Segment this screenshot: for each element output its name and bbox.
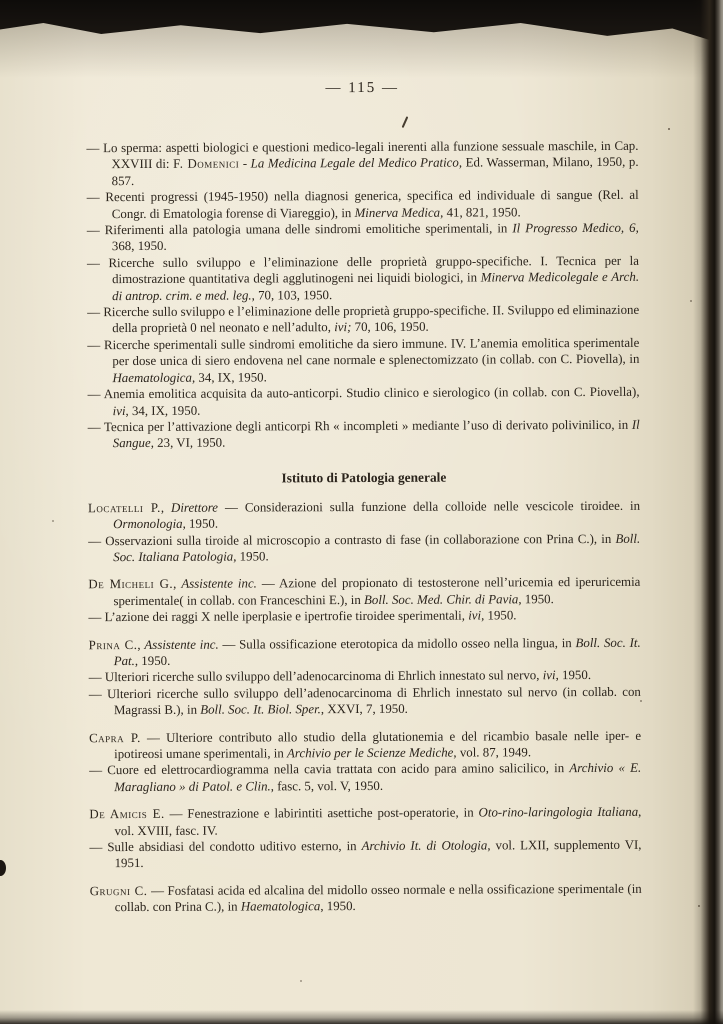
entry-text: , XXVI, 7, 1950. — [320, 701, 408, 717]
bib-entry-absidiasi — [89, 837, 641, 872]
entry-text: — Cuore ed elettrocardiogramma nella cavia trattata con acido para amino salicilico, in — [89, 761, 570, 778]
bib-entry-anticorpi-rh — [88, 417, 640, 452]
bib-entry-osservazioni-tiroide — [88, 530, 640, 565]
entry-text: 70, 106, 1950. — [351, 320, 429, 335]
entry-text: 368, 1950. — [111, 239, 167, 254]
entry-text: Il Progresso Medico, 6, — [512, 220, 639, 236]
bib-entry-raggi-x — [88, 607, 640, 626]
entry-text: Archivio per le Scienze Mediche — [287, 745, 454, 761]
entry-text: , — [160, 500, 172, 515]
author-entry-capra — [89, 727, 641, 762]
entry-text: Capra P. — [89, 730, 141, 745]
bib-entry-sindromi-emolitiche — [87, 335, 639, 387]
entry-text: , — [137, 637, 145, 652]
entry-text: La Medicina Legale del Medico Pratico — [250, 155, 459, 171]
entry-text: — Ulteriore contributo allo studio della glutationemia e del ricambio basale nelle iper- e ipotireosi umane sperimentali, in — [114, 728, 642, 762]
author-entry-de-amicis — [89, 804, 641, 839]
entry-text: , 1950. — [481, 608, 517, 623]
bib-entry-elettrocardiogramma — [89, 760, 641, 795]
entry-text: — Lo sperma: aspetti biologici e questioni medico-legali inerenti alla funzione sessuale maschile, in Cap. XXVIII di: — [86, 138, 639, 172]
entry-text: Minerva Medicolegale e Arch. di antrop. crim. e med. leg. — [112, 270, 640, 303]
entry-text: , 1950. — [320, 899, 356, 914]
bib-entry-adenocarcinoma-2 — [89, 684, 641, 719]
entry-text: — Fenestrazione e labirintiti asettiche post-operatorie, in — [164, 805, 479, 822]
bib-entry-anemia-emolitica — [88, 384, 640, 419]
entry-text: De Micheli G. — [88, 577, 174, 592]
bib-entry-recenti-progressi — [87, 187, 639, 222]
page-body — [86, 138, 641, 916]
entry-text: , — [173, 577, 182, 592]
entry-text: ivi — [468, 608, 482, 623]
entry-text: Archivio It. di Otologia — [361, 838, 488, 854]
entry-text: — Ricerche sperimentali sulle sindromi emolitiche da siero immune. IV. L’anemia emolitica sperimentale per dose unica di siero endovena nel cane normale e splenectomizzato (in collab. con C. Piovella), in — [87, 335, 640, 369]
author-entry-prina — [89, 634, 641, 669]
entry-text: — Recenti progressi (1945-1950) nella diagnosi generica, specifica ed individuale di sangue (Rel. al Congr. di Ematologia forense di Viareggio), in — [86, 188, 639, 221]
section-heading: Istituto di Patologia generale — [281, 469, 447, 486]
entry-text: F. Domenici — [173, 156, 240, 172]
paper-specks — [0, 0, 2, 2]
entry-text: Assistente inc. — [181, 576, 257, 592]
entry-text: Haematologica — [240, 899, 321, 914]
bib-entry-sperma — [86, 138, 638, 190]
author-entry-grugni — [90, 881, 642, 916]
page-content — [86, 79, 642, 916]
entry-text: — Tecnica per l’attivazione degli anticorpi Rh « incompleti » mediante l’uso di derivato polivinilico, in — [87, 417, 632, 435]
entry-text: Boll. Soc. It. Biol. Sper. — [200, 702, 321, 717]
entry-text: ivi — [542, 668, 556, 683]
entry-text: , 70, 103, 1950. — [251, 287, 333, 303]
entry-text: — Ricerche sullo sviluppo e l’eliminazione delle proprietà gruppo-specifiche. II. Sviluppo ed eliminazione della proprietà 0 nel neonato e nell’adulto, — [87, 302, 640, 336]
entry-text: , 34, IX, 1950. — [125, 403, 201, 418]
entry-text: Archivio « E. Maragliano » di Patol. e Clin. — [114, 761, 642, 794]
entry-text: , 1950. — [555, 668, 592, 683]
entry-text: , fasc. 5, vol. V, 1950. — [270, 778, 384, 794]
entry-text: — L’azione dei raggi X nelle iperplasie e ipertrofie tiroidee sperimentali, — [88, 608, 469, 625]
entry-text: — Considerazioni sulla funzione della colloide nelle vescicole tiroidee. in — [217, 498, 641, 515]
entry-text: , 41, 821, 1950. — [440, 204, 521, 220]
entry-text: — Osservazioni sulla tiroide al microscopio a contrasto di fase (in collaborazione con Prina C.), in — [88, 531, 616, 548]
entry-text: Boll. Soc. Italiana Patologia — [113, 531, 641, 565]
entry-text: , 1950. — [233, 549, 269, 564]
author-entry-de-micheli — [88, 574, 640, 609]
entry-text: , vol. XVIII, fasc. IV. — [114, 805, 642, 838]
entry-text: — Ulteriori ricerche sullo sviluppo dell’adenocarcinoma di Ehrlich innestato sul nervo, — [88, 668, 543, 685]
entry-text: — Anemia emolitica acquisita da auto-anticorpi. Studio clinico e sierologico (in collab. con C. Piovella), — [87, 384, 640, 402]
bib-entry-riferimenti — [87, 220, 639, 255]
entry-text: — Sulla ossificazione eterotopica da midollo osseo nella lingua, in — [218, 635, 576, 652]
entry-text: , 1950. — [134, 653, 171, 668]
entry-text: — Fosfatasi acida ed alcalina del midollo osseo normale e nella ossificazione sperimentale (in collab. con Prina C.), in — [114, 881, 642, 915]
author-entry-locatelli — [88, 498, 640, 533]
bib-entry-gruppo-specifiche-1 — [87, 253, 639, 305]
bib-entry-gruppo-specifiche-2 — [87, 302, 639, 337]
entry-text: — Ricerche sullo sviluppo e l’eliminazione delle proprietà gruppo-specifiche. I. Tecnica per la dimostrazione quantitativa degli agglutinogeni nei liquidi biologici, in — [86, 253, 640, 287]
entry-text: Ormonologia — [113, 516, 183, 532]
entry-text: Prina C. — [88, 637, 138, 652]
entry-text: , 1950. — [182, 516, 219, 531]
entry-text: , vol. LXII, supplemento VI, 1951. — [114, 837, 642, 871]
entry-text: , vol. 87, 1949. — [453, 745, 532, 760]
entry-text: — Ulteriori ricerche sullo sviluppo dell’adenocarcinoma di Ehrlich innestato sul nervo (in collab. con Magrassi B.), in — [88, 684, 641, 718]
entry-text: , Ed. Wasserman, Milano, 1950, p. 857. — [111, 155, 639, 188]
entry-text: Boll. Soc. It. Pat. — [113, 635, 641, 669]
entry-text: , 23, VI, 1950. — [150, 435, 226, 451]
entry-text: Grugni C. — [89, 883, 148, 899]
entry-text: ivi — [112, 403, 126, 418]
scan-artifact-top-band — [0, 0, 723, 46]
scan-artifact-left-mark — [0, 860, 6, 876]
entry-text: — Sulle absidiasi del condotto uditivo esterno, in — [89, 839, 362, 855]
page-number: — 115 — — [325, 79, 399, 97]
entry-text: Il Sangue — [112, 417, 640, 451]
entry-text: , 1950. — [518, 591, 554, 607]
entry-text: Locatelli P. — [88, 500, 161, 515]
entry-text: — Azione del propionato di testosterone nell’uricemia ed iperuricemia sperimentale( in collab. con Franceschini E.), in — [113, 575, 641, 608]
entry-text: Direttore — [170, 500, 219, 515]
entry-text: ivi; — [334, 320, 352, 335]
entry-text: - — [239, 156, 251, 171]
scan-artifact-bottom-edge — [0, 1010, 723, 1024]
entry-text: , 34, IX, 1950. — [191, 370, 267, 385]
entry-text: — Riferimenti alla patologia umana delle sindromi emolitiche sperimentali, in — [86, 221, 513, 238]
scan-artifact-right-edge — [693, 0, 723, 1024]
entry-text: De Amicis E. — [89, 807, 165, 822]
entry-text: Haematologica — [112, 370, 192, 385]
entry-text: Boll. Soc. Med. Chir. di Pavia — [363, 592, 519, 607]
entry-text: Oto-rino-laringologia Italiana — [478, 805, 639, 820]
entry-text: Assistente inc. — [144, 637, 219, 652]
entry-text: Minerva Medica — [354, 205, 441, 220]
